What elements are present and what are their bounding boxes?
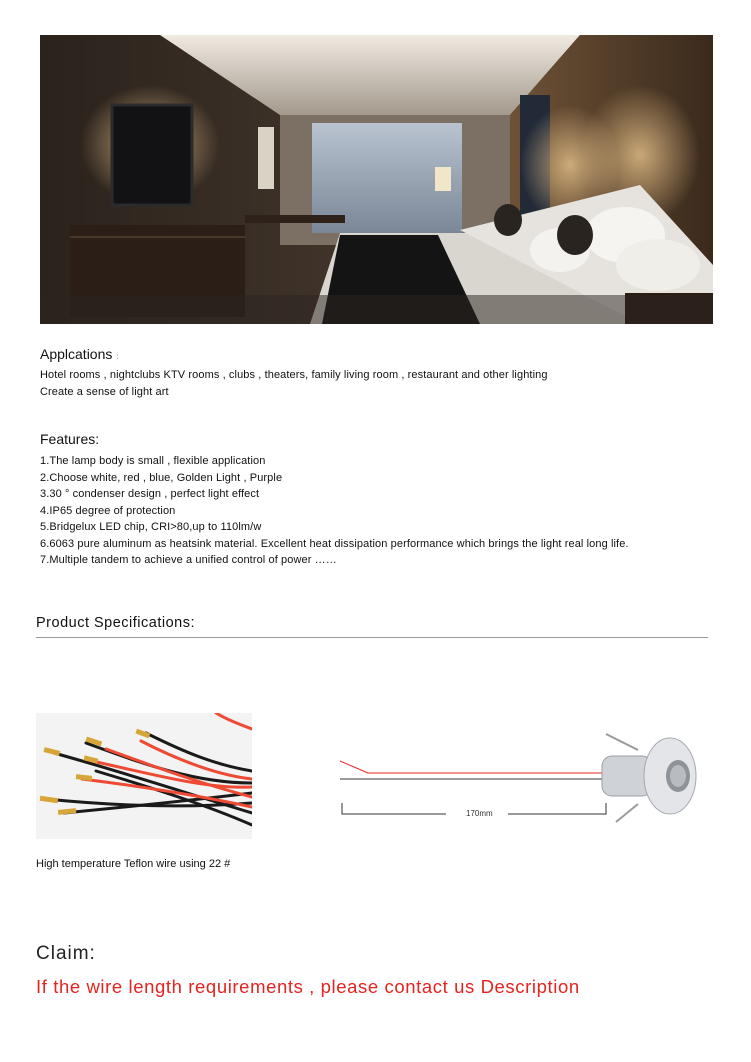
applications-title — [40, 346, 119, 362]
feature-item: 6.6063 pure aluminum as heatsink material. Excellent heat dissipation performance which brings the light real long life. — [40, 538, 629, 550]
claim-title: Claim: — [36, 943, 96, 964]
wire-caption: High temperature Teflon wire using 22 # — [36, 858, 231, 870]
specifications-divider — [36, 637, 708, 638]
feature-item: 5.Bridgelux LED chip, CRI>80,up to 110lm/w — [40, 521, 262, 533]
applications-title-colon: : — [116, 352, 119, 361]
product-dimension-diagram — [338, 720, 710, 830]
claim-text: If the wire length requirements , please contact us Description — [36, 976, 580, 997]
feature-item: 7.Multiple tandem to achieve a unified control of power …… — [40, 554, 337, 566]
specifications-title: Product Specifications: — [36, 615, 195, 631]
feature-item: 2.Choose white, red , blue, Golden Light , Purple — [40, 472, 283, 484]
dimension-label: 170mm — [466, 809, 493, 818]
feature-item: 4.IP65 degree of protection — [40, 505, 176, 517]
feature-item: 1.The lamp body is small , flexible application — [40, 455, 266, 467]
applications-line: Create a sense of light art — [40, 386, 169, 398]
features-title: Features: — [40, 431, 100, 447]
applications-line: Hotel rooms , nightclubs KTV rooms , clubs , theaters, family living room , restaurant and other lighting — [40, 369, 548, 381]
hotel-room-photo — [40, 35, 713, 324]
applications-title-text: Applcations — [40, 346, 113, 362]
feature-item: 3.30 ° condenser design , perfect light effect — [40, 488, 260, 500]
teflon-wire-photo — [36, 713, 252, 839]
